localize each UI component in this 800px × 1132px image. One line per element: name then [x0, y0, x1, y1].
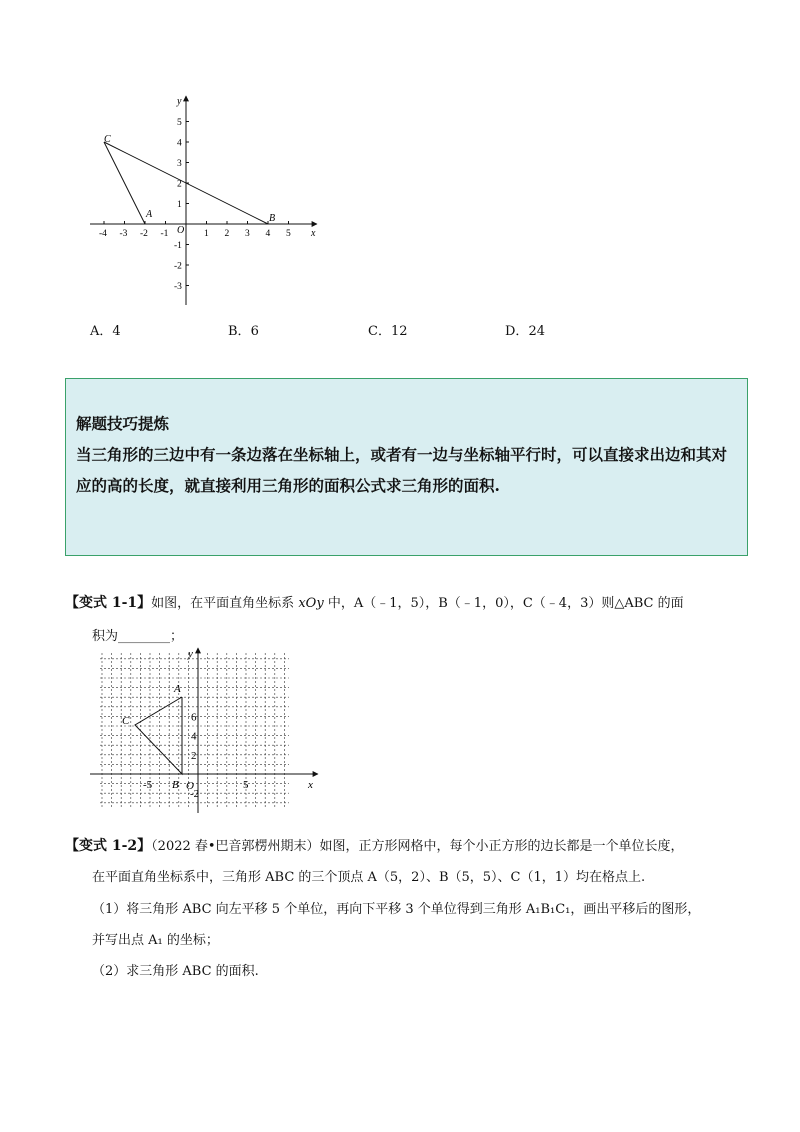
variant-1-2-line-2: [92, 866, 645, 885]
y-axis-label: y: [188, 648, 193, 660]
y-tick-label: 3: [177, 159, 182, 169]
choice-c-value: 12: [390, 324, 408, 339]
choice-b-letter: B．: [228, 324, 251, 339]
tip-box: [65, 378, 748, 556]
variant-1-1-text-b: 中，: [327, 596, 354, 611]
choice-d[interactable]: [505, 320, 545, 339]
variant-1-2-q2-line: [92, 960, 259, 979]
x-tick-label: 2: [224, 229, 230, 239]
choice-d-letter: D．: [505, 324, 529, 339]
choice-a-letter: A．: [90, 324, 113, 339]
figure-2-grid-plane: [90, 645, 325, 815]
segment-CA: [104, 142, 145, 224]
variant-1-1-tag: 【变式 1-1】: [65, 595, 152, 611]
variant-1-1-xoy: xOy: [298, 596, 324, 611]
variant-1-2-q1-line-1: [92, 898, 700, 917]
variant-1-1-line-2: [92, 625, 183, 644]
choice-a-value: 4: [112, 324, 121, 339]
variant-1-2-q1-text-a: （1）将三角形 ABC 向左平移 5 个单位，再向下平移 3 个单位得到三角形 A₁B₁C₁，画出平移后的图形，: [92, 902, 701, 917]
triangle-ABC: [135, 697, 182, 774]
y-tick-label: 2: [191, 749, 197, 762]
choice-b[interactable]: [228, 320, 259, 339]
variant-1-1-line-1: [65, 592, 684, 612]
variant-1-1-text-c: A（﹣1，5），B（﹣1，0），C（﹣4，3）则△ABC 的面: [353, 596, 684, 611]
variant-1-2-text-1: （2022 春•巴音郭楞州期末）如图，正方形网格中，每个小正方形的边长都是一个单位长度，: [151, 839, 684, 854]
tip-body: 当三角形的三边中有一条边落在坐标轴上，或者有一边与坐标轴平行时，可以直接求出边和其对应的高的长度，就直接利用三角形的面积公式求三角形的面积.: [76, 445, 728, 495]
origin-label: O: [177, 225, 185, 236]
point-label-B: B: [269, 213, 276, 224]
point-label-C: C: [104, 134, 111, 145]
x-axis-label: x: [308, 779, 313, 791]
variant-1-2-q1-line-2: [92, 929, 219, 948]
y-tick-label: 4: [177, 138, 182, 149]
point-label-B: B: [172, 779, 179, 791]
y-tick-label: 5: [177, 118, 182, 128]
origin-label: O: [186, 780, 194, 792]
y-tick-label: -2: [174, 261, 182, 272]
point-label-C: C: [122, 715, 130, 727]
y-tick-label: 1: [177, 200, 182, 210]
y-tick-label: -2: [190, 788, 200, 801]
figure-1-coordinate-plane: [85, 90, 325, 310]
x-tick-label: -3: [119, 229, 128, 239]
variant-1-2-tag: 【变式 1-2】: [65, 838, 152, 854]
x-tick-label: -2: [140, 229, 148, 239]
variant-1-2-line-1: [65, 835, 684, 855]
x-tick-label: -5: [143, 779, 153, 791]
x-axis-label: x: [311, 228, 316, 239]
x-tick-label: 4: [265, 229, 271, 239]
x-tick-label: -4: [99, 229, 107, 239]
y-tick-label: 6: [191, 711, 197, 724]
variant-1-1-text-a: 如图，在平面直角坐标系: [151, 596, 295, 611]
x-tick-label: -1: [160, 229, 169, 239]
variant-1-2-text-2: 在平面直角坐标系中，三角形 ABC 的三个顶点 A（5，2）、B（5，5）、C（1，1）均在格点上.: [92, 870, 646, 885]
point-label-A: A: [146, 209, 153, 220]
choice-d-value: 24: [528, 324, 545, 339]
y-tick-label: -3: [174, 282, 182, 292]
variant-1-2-q2-text: （2）求三角形 ABC 的面积.: [92, 964, 259, 979]
y-tick-label: 2: [177, 179, 182, 190]
x-tick-label: 5: [243, 779, 249, 791]
tip-title: 解题技巧提炼: [76, 414, 170, 433]
choice-a[interactable]: [90, 320, 121, 339]
variant-1-2-q1-text-b: 并写出点 A₁ 的坐标；: [92, 933, 219, 948]
choice-b-value: 6: [250, 324, 259, 339]
x-tick-label: 3: [245, 229, 250, 239]
x-tick-label: 5: [286, 229, 291, 239]
variant-1-1-blank-text: 积为________；: [92, 629, 184, 644]
point-label-A: A: [174, 683, 181, 695]
y-tick-label: 4: [191, 730, 197, 743]
choice-c-letter: C．: [368, 324, 391, 339]
choice-c[interactable]: [368, 320, 408, 339]
y-axis-label: y: [177, 96, 182, 107]
x-tick-label: 1: [204, 229, 209, 239]
y-tick-label: -1: [174, 241, 182, 251]
